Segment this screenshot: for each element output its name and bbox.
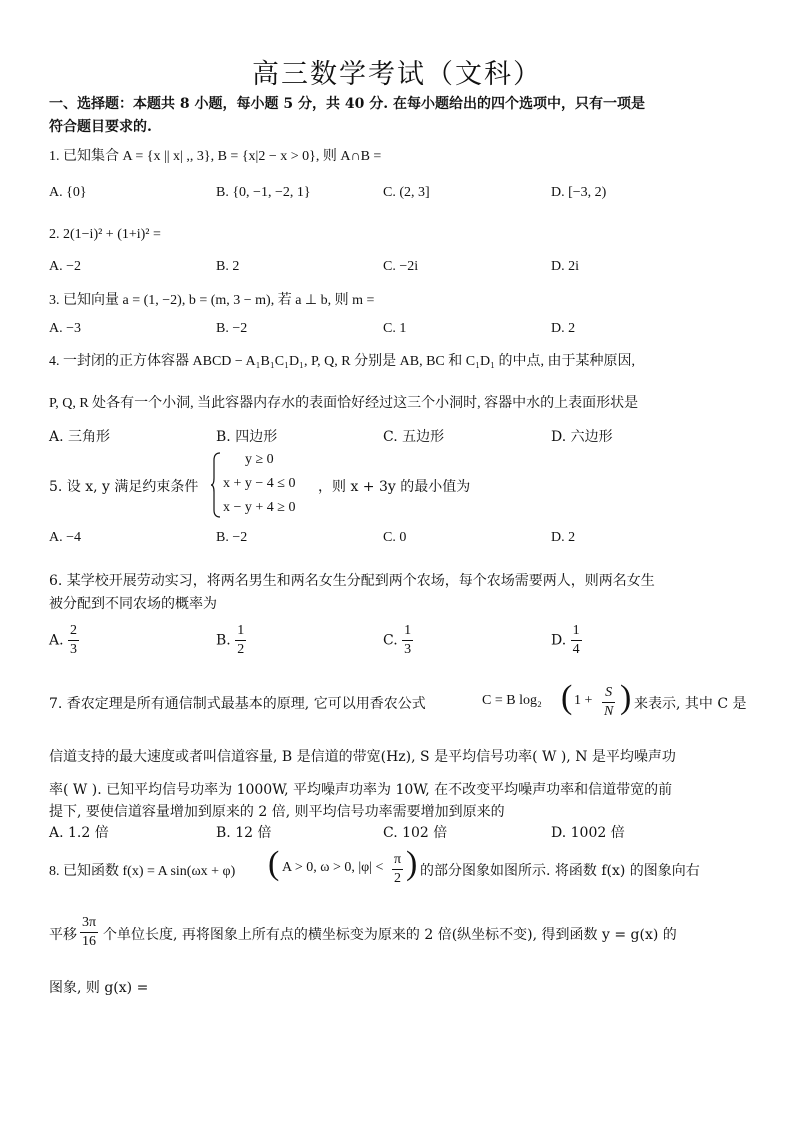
option-label: C. bbox=[383, 632, 398, 649]
q7-option-d[interactable]: D. 1002 倍 bbox=[551, 825, 625, 841]
q7-line4: 提下, 要使信道容量增加到原来的 2 倍, 则平均信号功率需要增加到原来的 bbox=[49, 804, 505, 820]
paren-open: ( bbox=[268, 845, 280, 882]
q1-option-d[interactable]: D. [−3, 2) bbox=[551, 185, 607, 200]
option-label: B. bbox=[216, 632, 231, 649]
q5-suffix: ，则 x + 3y 的最小值为 bbox=[318, 479, 471, 495]
option-label: D. bbox=[551, 632, 567, 649]
q1-option-c[interactable]: C. (2, 3] bbox=[383, 185, 430, 200]
q7-line3: 率( W ). 已知平均信号功率为 1000W, 平均噪声功率为 10W, 在不改变平均噪声功率和信道带宽的前 bbox=[49, 782, 673, 798]
paren-open: ( bbox=[561, 679, 573, 716]
q7-option-b[interactable]: B. 12 倍 bbox=[216, 825, 272, 841]
q3-option-c[interactable]: C. 1 bbox=[383, 321, 407, 336]
paren-close: ) bbox=[620, 679, 632, 716]
section-instruction-line2: 符合题目要求的. bbox=[49, 119, 152, 135]
q6-stem-line2: 被分配到不同农场的概率为 bbox=[49, 596, 217, 612]
q6-stem-line1: 6. 某学校开展劳动实习，将两名男生和两名女生分配到两个农场，每个农场需要两人，则两名女生 bbox=[49, 573, 655, 589]
q4-option-b[interactable]: B. 四边形 bbox=[216, 429, 278, 445]
q6-option-c[interactable] bbox=[383, 622, 413, 659]
q2-stem: 2. 2(1−i)² + (1+i)² = bbox=[49, 227, 161, 242]
q4-option-a[interactable]: A. 三角形 bbox=[49, 429, 111, 445]
q1-stem: 1. 已知集合 A = {x || x| ,, 3}, B = {x|2 − x > 0}, 则 A∩B = bbox=[49, 149, 382, 164]
q7-option-c[interactable]: C. 102 倍 bbox=[383, 825, 448, 841]
q8-stem-start: 8. 已知函数 f(x) = A sin(ωx + φ) bbox=[49, 864, 236, 879]
fraction-denominator: 4 bbox=[572, 642, 580, 657]
page-title: 高三数学考试（文科） bbox=[252, 59, 542, 90]
option-label: A. bbox=[49, 632, 64, 649]
paren-close: ) bbox=[406, 845, 418, 882]
q7-fraction bbox=[602, 684, 615, 721]
q7-formula-lhs: C = B log₂ bbox=[482, 693, 542, 708]
fraction-numerator: 1 bbox=[402, 622, 413, 641]
q6-option-b[interactable] bbox=[216, 622, 246, 659]
q2-option-a[interactable]: A. −2 bbox=[49, 259, 82, 274]
q2-option-d[interactable]: D. 2i bbox=[551, 259, 579, 274]
q5-constraint-2: x + y − 4 ≤ 0 bbox=[223, 476, 296, 491]
q8-condition: A > 0, ω > 0, |φ| < bbox=[282, 860, 384, 875]
q6-option-d[interactable] bbox=[551, 622, 582, 659]
q7-stem-end: 来表示, 其中 C 是 bbox=[634, 696, 747, 712]
q5-prefix: 5. 设 x, y 满足约束条件 bbox=[49, 479, 199, 495]
fraction-denominator: 3 bbox=[70, 642, 78, 657]
q4-stem-line1: 4. 一封闭的正方体容器 ABCD − A₁B₁C₁D₁, P, Q, R 分别是 AB, BC 和 C₁D₁ 的中点, 由于某种原因, bbox=[49, 354, 635, 369]
fraction-numerator: 3π bbox=[80, 914, 98, 933]
q4-option-d[interactable]: D. 六边形 bbox=[551, 429, 613, 445]
q7-line2: 信道支持的最大速度或者叫信道容量, B 是信道的带宽(Hz), S 是平均信号功率( W ), N 是平均噪声功 bbox=[49, 749, 676, 765]
q3-stem: 3. 已知向量 a = (1, −2), b = (m, 3 − m), 若 a ⊥ b, 则 m = bbox=[49, 293, 375, 308]
q5-option-b[interactable]: B. −2 bbox=[216, 530, 248, 545]
q8-line3: 图象, 则 g(x) = bbox=[49, 980, 149, 996]
q3-option-b[interactable]: B. −2 bbox=[216, 321, 248, 336]
fraction-numerator: 1 bbox=[235, 622, 246, 641]
fraction bbox=[235, 622, 246, 659]
q3-option-a[interactable]: A. −3 bbox=[49, 321, 82, 336]
fraction bbox=[571, 622, 582, 659]
q8-stem-end: 的部分图象如图所示. 将函数 f(x) 的图象向右 bbox=[420, 863, 700, 879]
section-instruction-line1: 一、选择题：本题共 8 小题，每小题 5 分，共 40 分. 在每小题给出的四个选项中，只有一项是 bbox=[49, 96, 645, 112]
left-brace-icon bbox=[210, 452, 222, 518]
q5-constraint-1: y ≥ 0 bbox=[245, 452, 274, 467]
fraction-denominator: 16 bbox=[82, 934, 97, 949]
q8-shift-fraction bbox=[80, 914, 98, 951]
fraction-denominator: 2 bbox=[237, 642, 245, 657]
q4-stem-line2: P, Q, R 处各有一个小洞, 当此容器内存水的表面恰好经过这三个小洞时, 容器中水的上表面形状是 bbox=[49, 396, 639, 411]
q3-option-d[interactable]: D. 2 bbox=[551, 321, 576, 336]
q8-line2-start: 平移 bbox=[49, 927, 77, 943]
q8-condition-fraction bbox=[392, 851, 403, 888]
q5-constraint-3: x − y + 4 ≥ 0 bbox=[223, 500, 296, 515]
q5-option-d[interactable]: D. 2 bbox=[551, 530, 576, 545]
fraction-denominator: N bbox=[604, 704, 614, 719]
q2-option-b[interactable]: B. 2 bbox=[216, 259, 240, 274]
fraction-denominator: 3 bbox=[404, 642, 412, 657]
fraction bbox=[68, 622, 79, 659]
fraction-numerator: 2 bbox=[68, 622, 79, 641]
q1-option-a[interactable]: A. {0} bbox=[49, 185, 87, 200]
q8-line2-end: 个单位长度, 再将图象上所有点的横坐标变为原来的 2 倍(纵坐标不变), 得到函数 y = g(x) 的 bbox=[103, 927, 677, 943]
fraction-denominator: 2 bbox=[394, 871, 402, 886]
q6-option-a[interactable] bbox=[49, 622, 79, 659]
q5-option-a[interactable]: A. −4 bbox=[49, 530, 82, 545]
q7-option-a[interactable]: A. 1.2 倍 bbox=[49, 825, 109, 841]
fraction-numerator: 1 bbox=[571, 622, 582, 641]
q2-option-c[interactable]: C. −2i bbox=[383, 259, 419, 274]
fraction bbox=[402, 622, 413, 659]
fraction-numerator: S bbox=[602, 684, 615, 703]
q5-option-c[interactable]: C. 0 bbox=[383, 530, 407, 545]
q1-option-b[interactable]: B. {0, −1, −2, 1} bbox=[216, 185, 311, 200]
fraction-numerator: π bbox=[392, 851, 403, 870]
q4-option-c[interactable]: C. 五边形 bbox=[383, 429, 445, 445]
q7-formula-inner: 1 + bbox=[574, 693, 593, 708]
q7-stem-start: 7. 香农定理是所有通信制式最基本的原理, 它可以用香农公式 bbox=[49, 696, 426, 712]
